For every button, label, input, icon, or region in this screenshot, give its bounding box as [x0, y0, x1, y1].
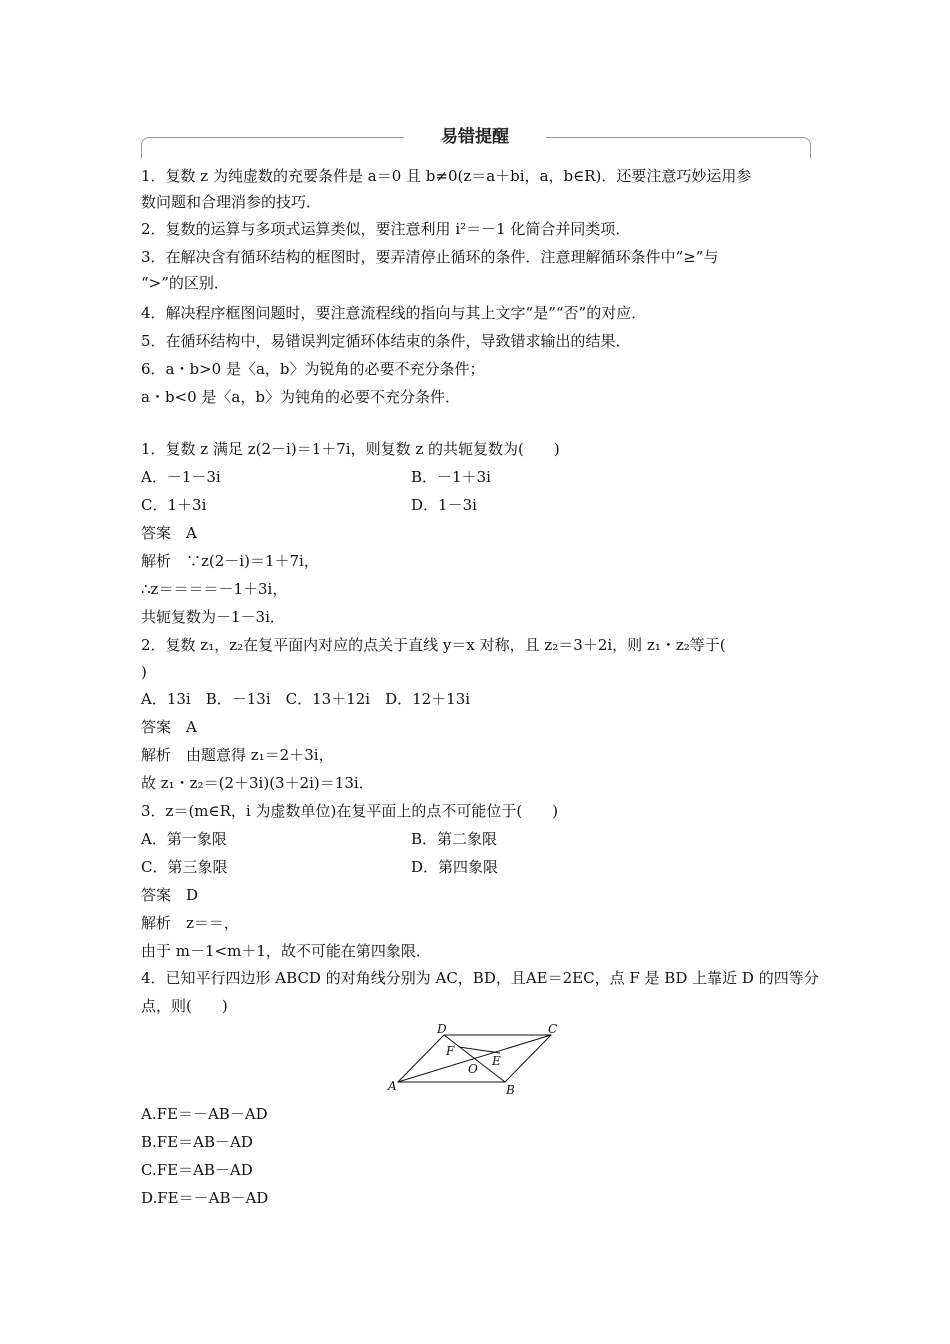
q1-answer: 答案 A — [141, 524, 197, 542]
q4-option-c: C.FE＝AB－AD — [141, 1161, 253, 1179]
reminder-line: “>”的区别． — [141, 274, 229, 292]
q2-options: A．13i B．－13i C．13＋12i D．12＋13i — [141, 690, 471, 708]
label-o: O — [468, 1062, 478, 1076]
reminder-line: 1．复数 z 为纯虚数的充要条件是 a＝0 且 b≠0(z＝a＋bi，a，b∈R)．还要注意巧妙运用参 — [141, 167, 752, 185]
q4-option-d: D.FE＝－AB－AD — [141, 1189, 269, 1207]
q3-option-b: B．第二象限 — [411, 830, 498, 848]
question-4-stem-cont: 点，则( ) — [141, 997, 228, 1015]
label-f: F — [446, 1044, 455, 1058]
q1-option-a: A．－1－3i — [141, 468, 221, 486]
label-b: B — [506, 1083, 515, 1097]
q1-analysis-line: 解析 ∵z(2－i)＝1＋7i， — [141, 552, 319, 570]
q3-analysis-line: 解析 z＝＝， — [141, 914, 239, 932]
q2-answer: 答案 A — [141, 718, 197, 736]
section-title: 易错提醒 — [404, 124, 546, 150]
question-2-stem: 2．复数 z₁，z₂在复平面内对应的点关于直线 y＝x 对称，且 z₂＝3＋2i，则 z₁・z₂等于( — [141, 636, 726, 654]
reminder-line: a・b<0 是〈a，b〉为钝角的必要不充分条件． — [141, 388, 460, 406]
label-a: A — [388, 1079, 397, 1093]
label-c: C — [548, 1022, 558, 1036]
label-d: D — [437, 1022, 447, 1036]
reminder-line: 5．在循环结构中，易错误判定循环体结束的条件，导致错求输出的结果． — [141, 332, 631, 350]
question-2-stem-cont: ) — [141, 663, 147, 681]
q1-analysis-line: ∴z＝＝＝＝－1＋3i， — [141, 580, 288, 598]
question-1-stem: 1．复数 z 满足 z(2－i)＝1＋7i，则复数 z 的共轭复数为( ) — [141, 440, 560, 458]
segment-fe — [459, 1047, 500, 1053]
q1-option-d: D．1－3i — [411, 496, 477, 514]
reminder-line: 数问题和合理消参的技巧． — [141, 193, 322, 211]
label-e: E — [492, 1054, 501, 1068]
q1-analysis-line: 共轭复数为－1－3i． — [141, 608, 285, 626]
parallelogram-figure — [385, 1020, 575, 1100]
reminder-line: 4．解决程序框图问题时，要注意流程线的指向与其上文字“是”“否”的对应． — [141, 304, 647, 322]
q4-option-b: B.FE＝AB－AD — [141, 1133, 253, 1151]
q3-analysis-line: 由于 m－1<m＋1，故不可能在第四象限． — [141, 942, 431, 960]
question-3-stem: 3．z＝(m∈R，i 为虚数单位)在复平面上的点不可能位于( ) — [141, 802, 559, 820]
question-4-stem: 4．已知平行四边形 ABCD 的对角线分别为 AC，BD，且AE＝2EC，点 F 是 BD 上靠近 D 的四等分 — [141, 969, 819, 987]
q4-option-a: A.FE＝－AB－AD — [141, 1105, 268, 1123]
q3-answer: 答案 D — [141, 886, 199, 904]
q2-analysis-line: 解析 由题意得 z₁＝2＋3i， — [141, 746, 334, 764]
q3-option-d: D．第四象限 — [411, 858, 499, 876]
q3-option-a: A．第一象限 — [141, 830, 227, 848]
q3-option-c: C．第三象限 — [141, 858, 228, 876]
q2-analysis-line: 故 z₁・z₂＝(2＋3i)(3＋2i)＝13i． — [141, 774, 374, 792]
reminder-line: 2．复数的运算与多项式运算类似，要注意利用 i²＝－1 化简合并同类项． — [141, 220, 631, 238]
reminder-line: 3．在解决含有循环结构的框图时，要弄清停止循环的条件．注意理解循环条件中“≥”与 — [141, 248, 719, 266]
reminder-line: 6．a・b>0 是〈a，b〉为锐角的必要不充分条件； — [141, 360, 485, 378]
q1-option-c: C．1＋3i — [141, 496, 207, 514]
q1-option-b: B．－1＋3i — [411, 468, 491, 486]
